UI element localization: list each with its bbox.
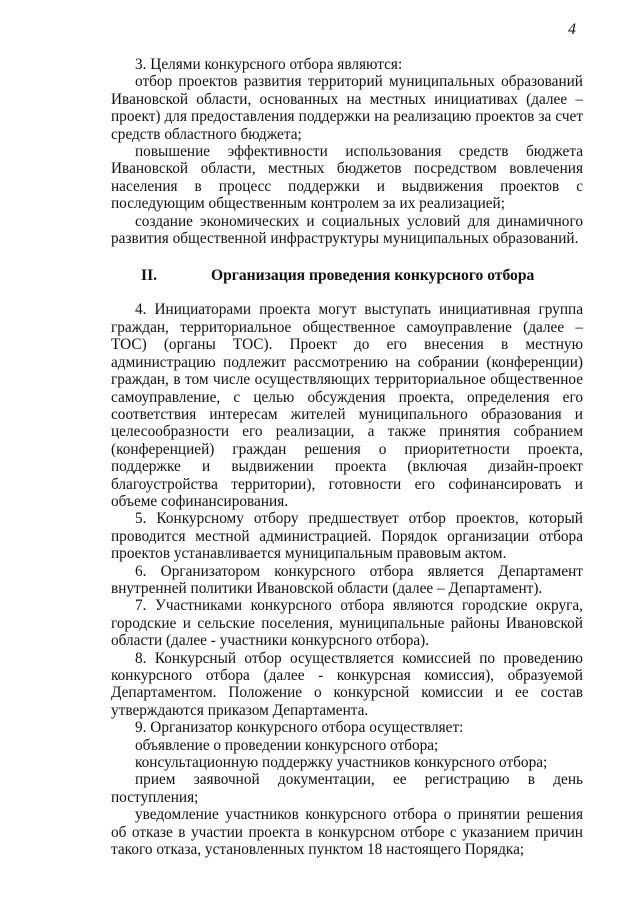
paragraph: 7. Участниками конкурсного отбора являются городские округа, городские и сельские поселения, муниципальные районы Ивановской области (далее - участники конкурсного отбора). (111, 597, 583, 650)
paragraph: повышение эффективности использования средств бюджета Ивановской области, местных бюджетов посредством вовлечения населения в процесс поддержки и выдвижения проектов с последующим общественным контролем за их реализацией; (111, 143, 583, 213)
paragraph: создание экономических и социальных условий для динамичного развития общественной инфраструктуры муниципальных образований. (111, 212, 583, 248)
paragraph: 3. Целями конкурсного отбора являются: (135, 56, 403, 73)
paragraph: объявление о проведении конкурсного отбора; (135, 736, 439, 754)
paragraph: прием заявочной документации, ее регистрацию в день поступления; (111, 771, 583, 806)
page-number: 4 (568, 21, 576, 38)
paragraph: 6. Организатором конкурсного отбора является Департамент внутренней политики Ивановской области (далее – Департамент). (111, 562, 583, 597)
paragraph: 4. Инициаторами проекта могут выступать инициативная группа граждан, территориальное общественное самоуправление (далее – ТОС) (органы ТОС). Проект до его внесения в местную администрацию подлежит рассмотрению на собрании (конференции) граждан, в том числе осуществляющих территориальное общественное самоуправление, с целью обсуждения проекта, определения его соответствия интересам жителей муниципального образования и целесообразности его реализации, а также принятия собранием (конференцией) граждан решения о приоритетности проекта, поддержке и выдвижении проекта (включая дизайн-проект благоустройства территории), готовности его софинансировать и объеме софинансирования. (111, 301, 583, 510)
document-body (111, 56, 583, 858)
paragraph: уведомление участников конкурсного отбора о принятии решения об отказе в участии проекта в конкурсном отборе с указанием причин такого отказа, установленных пунктом 18 настоящего Порядка; (111, 806, 583, 859)
paragraph: отбор проектов развития территорий муниципальных образований Ивановской области, основанных на местных инициативах (далее – проект) для предоставления поддержки на реализацию проектов за счет средств областного бюджета; (111, 73, 583, 143)
paragraph: 5. Конкурсному отбору предшествует отбор проектов, который проводится местной администрацией. Порядок организации отбора проектов устанавливается муниципальным правовым актом. (111, 510, 583, 563)
section-title: Организация проведения конкурсного отбора (211, 267, 535, 285)
section-number: II. (141, 267, 158, 285)
paragraph: 9. Организатор конкурсного отбора осуществляет: (135, 719, 464, 737)
section-heading (111, 267, 583, 285)
paragraph: консультационную поддержку участников конкурсного отбора; (135, 754, 548, 772)
paragraph: 8. Конкурсный отбор осуществляется комиссией по проведению конкурсного отбора (далее - конкурсная комиссия), образуемой Департаментом. Положение о конкурсной комиссии и ее состав утверждаются приказом Департамента. (111, 649, 583, 719)
